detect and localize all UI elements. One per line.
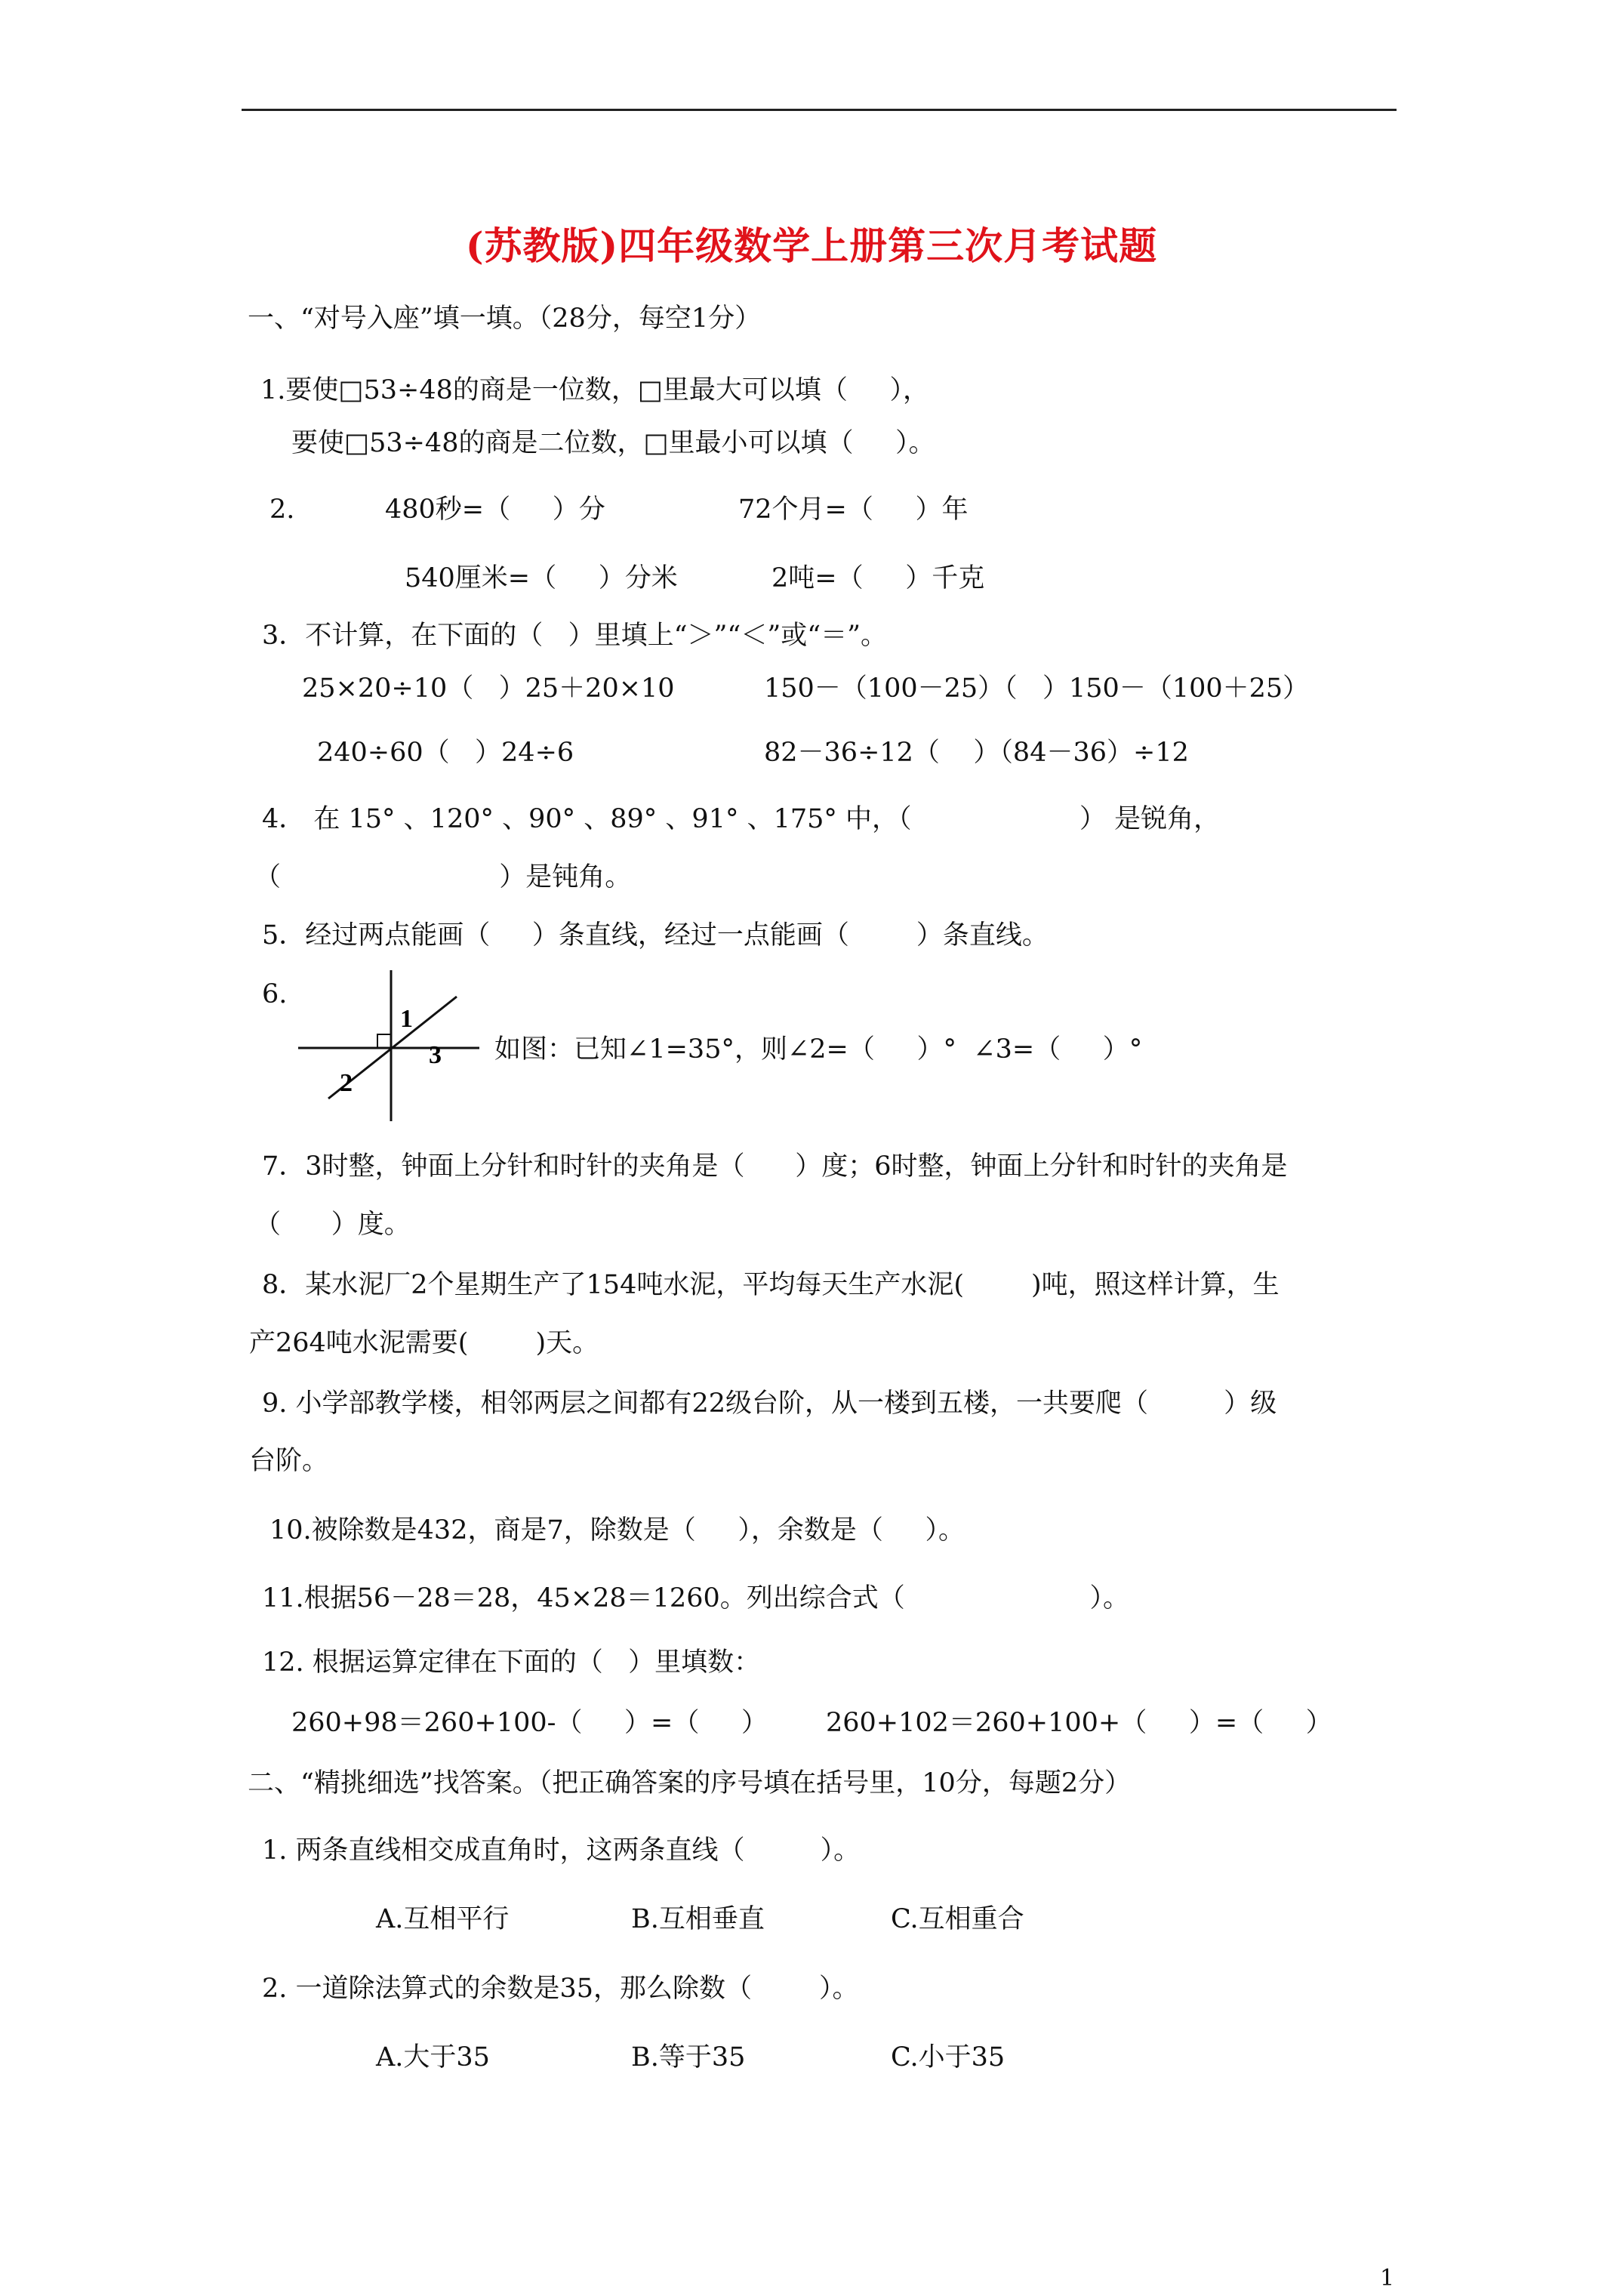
q2-b: 72个月=（ ）年 [738,495,969,525]
s2-q1-option-b: B.互相垂直 [631,1904,765,1934]
q12-b: 260+102＝260+100+（ ）=（ ） [826,1708,1332,1738]
q4-line2: （ ）是钝角。 [254,862,632,892]
page-number: 1 [1380,2265,1395,2291]
section2-heading: 二、“精挑细选”找答案。（把正确答案的序号填在括号里，10分，每题2分） [248,1768,1132,1798]
q2-num: 2. [269,495,295,525]
q9-line1: 9. 小学部教学楼，相邻两层之间都有22级台阶，从一楼到五楼，一共要爬（ ）级 [262,1388,1277,1419]
q7-line1: 7．3时整，钟面上分针和时针的夹角是（ ）度；6时整，钟面上分针和时针的夹角是 [262,1151,1288,1182]
s2-q1-stem: 1. 两条直线相交成直角时，这两条直线（ ）。 [262,1835,861,1866]
q10: 10.被除数是432，商是7，除数是（ ），余数是（ ）。 [269,1515,965,1546]
s2-q2-option-b: B.等于35 [631,2042,746,2073]
angle-label-1: 1 [400,1005,413,1033]
header-rule [242,109,1397,111]
q1-line1: 1.要使□53÷48的商是一位数，□里最大可以填（ ）， [260,375,930,405]
q3-d: 82－36÷12（ ）（84－36）÷12 [764,738,1189,768]
q11: 11.根据56－28＝28，45×28＝1260。列出综合式（ ）。 [262,1583,1130,1613]
s2-q2-option-c: C.小于35 [891,2042,1006,2073]
q12-a: 260+98＝260+100-（ ）=（ ） [291,1708,768,1738]
s2-q1-option-c: C.互相重合 [891,1904,1024,1934]
q2-a: 480秒=（ ）分 [385,495,605,525]
q9-line2: 台阶。 [249,1446,329,1476]
q1-line2: 要使□53÷48的商是二位数，□里最小可以填（ ）。 [291,428,935,458]
q6-num: 6. [262,979,288,1009]
q12-stem: 12. 根据运算定律在下面的（ ）里填数： [262,1647,761,1678]
q3-b: 150－（100－25）（ ）150－（100＋25） [764,673,1310,704]
q3-stem: 3．不计算，在下面的（ ）里填上“＞”“＜”或“＝”。 [262,621,888,651]
right-angle-mark [377,1034,391,1048]
q5: 5．经过两点能画（ ）条直线，经过一点能画（ ）条直线。 [262,920,1049,951]
angle-label-3: 3 [429,1041,442,1069]
angle-label-2: 2 [340,1069,353,1097]
q2-d: 2吨=（ ）千克 [771,563,985,593]
angle-figure [294,966,498,1125]
q7-line2: （ ）度。 [254,1210,411,1240]
q4-line1: 4． 在 15° 、120° 、90° 、89° 、91° 、175° 中，（ ） 是锐角， [262,804,1221,834]
s2-q2-stem: 2. 一道除法算式的余数是35，那么除数（ ）。 [262,1974,859,2004]
section1-heading: 一、“对号入座”填一填。（28分，每空1分） [248,304,762,334]
q2-c: 540厘米=（ ）分米 [405,563,678,593]
q8-line1: 8．某水泥厂2个星期生产了154吨水泥，平均每天生产水泥( )吨，照这样计算，生 [262,1270,1280,1300]
page-title: (苏教版)四年级数学上册第三次月考试题 [465,223,1158,268]
q3-c: 240÷60（ ）24÷6 [317,738,574,768]
q8-line2: 产264吨水泥需要( )天。 [249,1328,599,1358]
q6-text: 如图：已知∠1=35°，则∠2=（ ）° ∠3=（ ）° [494,1034,1143,1065]
q3-a: 25×20÷10（ ）25＋20×10 [302,673,675,704]
s2-q2-option-a: A.大于35 [376,2042,490,2073]
s2-q1-option-a: A.互相平行 [376,1904,510,1934]
